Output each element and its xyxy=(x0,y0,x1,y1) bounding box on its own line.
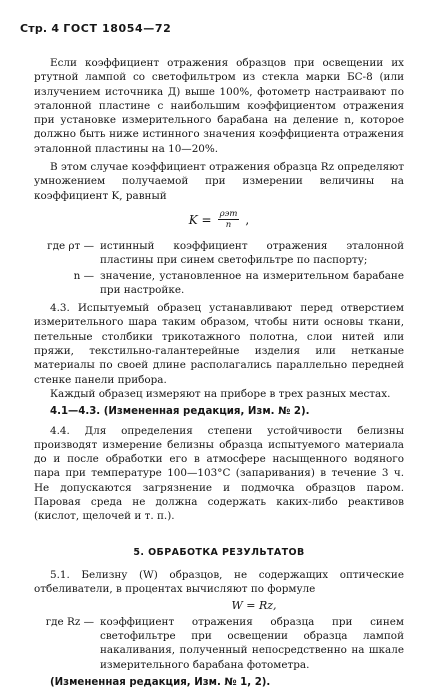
where-item xyxy=(34,239,404,268)
where-description: коэффициент отражения образца при синем светофильтре при освещении образца лампой накаливания, полученный непосредственно на шкале измерительного барабана фотометра. xyxy=(100,615,404,671)
section-title: 5. ОБРАБОТКА РЕЗУЛЬТАТОВ xyxy=(133,546,305,558)
formula-w: W = Rz, xyxy=(231,598,277,612)
paragraph-5-1: 5.1. Белизну (W) образцов, не содержащих оптические отбеливатели, в процентах вычисляют по формуле xyxy=(34,568,404,596)
page-header xyxy=(20,22,404,36)
formula-k-lhs: K = xyxy=(188,212,212,227)
paragraph-4-4: 4.4. Для определения степени устойчивости белизны производят измерение белизны образца испытуемого материала до и после обработки его в атмосфере насыщенного водяного пара при температуре 100—103°C (запаривания) в течение 3 ч. Не допускаются загрязнение и подмочка образцов паром. Паровая среда не должна содержать каких-либо реактивов (кислот, щелочей и т. п.). xyxy=(34,424,404,523)
where-item xyxy=(34,269,404,298)
formula-k-comma: , xyxy=(245,212,250,227)
paragraph-coefficient: В этом случае коэффициент отражения образца Rz определяют умножением получаемой при измерении величины на коэффициент K, равный xyxy=(34,161,404,202)
page-label: Стр. 4 xyxy=(20,22,60,35)
change-note-1: 4.1—4.3. (Измененная редакция, Изм. № 2). xyxy=(50,406,310,418)
where-description: значение, установленное на измерительном барабане при настройке. xyxy=(100,269,404,296)
formula-k-denominator: n xyxy=(225,220,232,231)
where-description: истинный коэффициент отражения эталонной пластины при синем светофильтре по паспорту; xyxy=(100,239,404,267)
standard-number: ГОСТ 18054—72 xyxy=(63,22,172,35)
paragraph-calibration: Если коэффициент отражения образцов при освещении их ртутной лампой со светофильтром из стекла марки БС-8 (или излучением источника Д) выше 100%, фотометр настраивают по эталонной пластине с наибольшим коэффициентом отражения при установке измерительного барабана на деление n, которое должно быть ниже истинного значения коэффициента отражения эталонной пластины на 10—20%. xyxy=(34,57,404,155)
paragraph-4-3: 4.3. Испытуемый образец устанавливают перед отверстием измерительного шара таким образом, чтобы нити основы ткани, петельные столбики трикотажного полотна, слои нитей или пряжи, текстильно-галантерейные изделия или нетканые материалы по своей длине располагались параллельно передней стенке панели прибора. xyxy=(34,302,404,386)
where-item xyxy=(34,615,404,672)
where-term: n — xyxy=(73,269,94,282)
formula-k xyxy=(34,205,404,235)
where-term: где ρт — xyxy=(47,239,94,252)
paragraph-measurement: Каждый образец измеряют на приборе в трех разных местах. xyxy=(50,387,391,400)
formula-k-fraction xyxy=(218,209,240,230)
change-note-2: (Измененная редакция, Изм. № 1, 2). xyxy=(50,676,271,688)
formula-k-numerator: ρэт xyxy=(219,209,238,220)
where-term: где Rz — xyxy=(45,615,94,628)
